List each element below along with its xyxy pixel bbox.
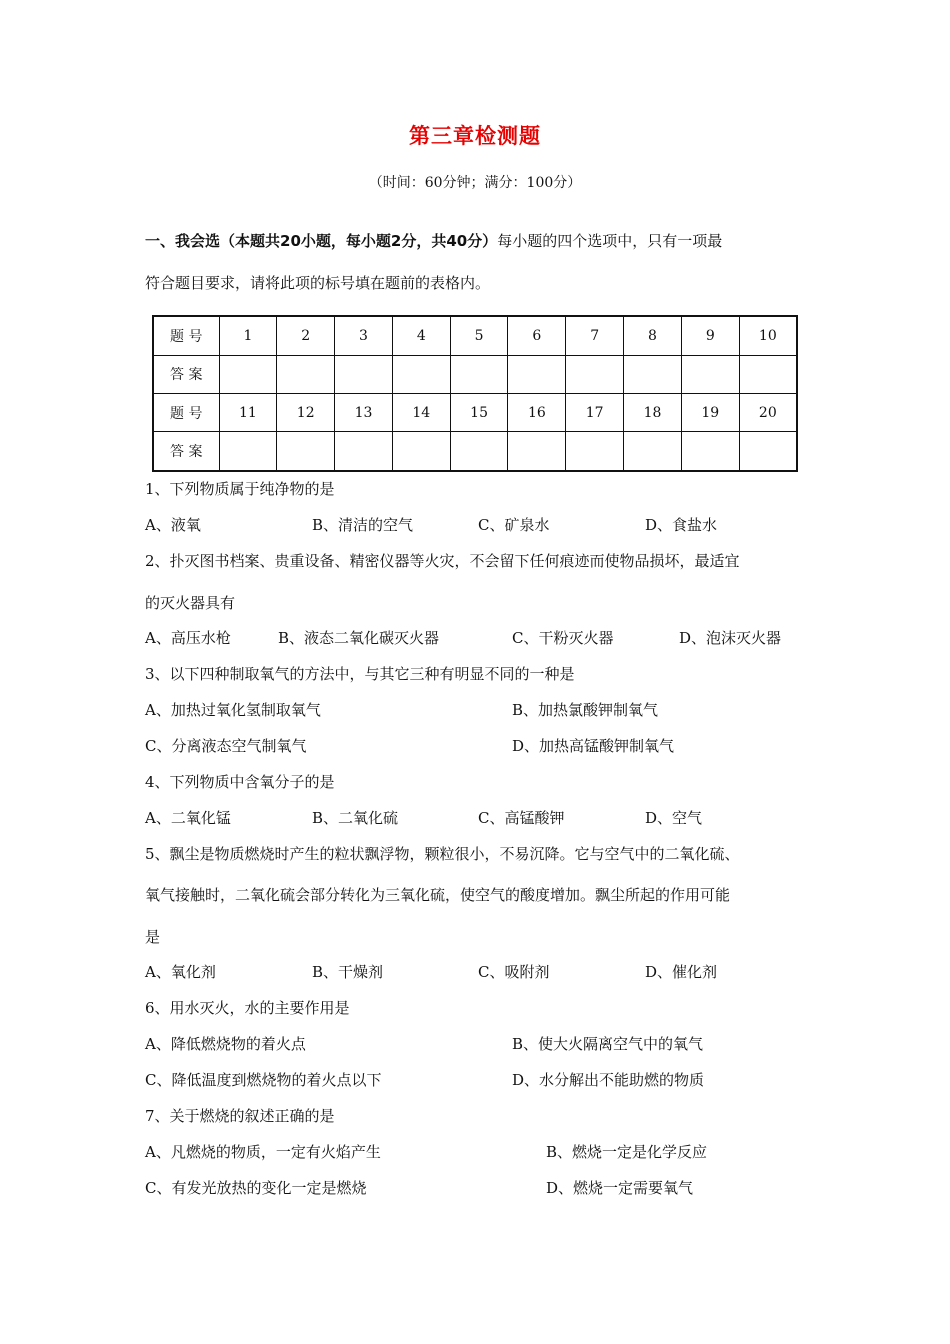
question-number-cell: 10 <box>739 316 797 355</box>
question-number-cell: 4 <box>392 316 450 355</box>
question-7-option-a: A、凡燃烧的物质，一定有火焰产生 <box>145 1143 381 1161</box>
question-7-stem: 7、关于燃烧的叙述正确的是 <box>145 1107 335 1125</box>
answer-cell[interactable] <box>624 432 682 471</box>
question-number-cell: 16 <box>508 393 566 431</box>
answer-cell[interactable] <box>335 355 393 393</box>
question-6-option-a: A、降低燃烧物的着火点 <box>145 1035 306 1053</box>
question-6-option-d: D、水分解出不能助燃的物质 <box>512 1071 705 1089</box>
question-5-stem-cont: 氧气接触时，二氧化硫会部分转化为三氧化硫，使空气的酸度增加。飘尘所起的作用可能 <box>145 886 731 904</box>
answer-cell[interactable] <box>681 432 739 471</box>
question-2-stem: 2、扑灭图书档案、贵重设备、精密仪器等火灾，不会留下任何痕迹而使物品损坏，最适宜 <box>145 552 740 570</box>
row-label-answer: 答 案 <box>153 355 219 393</box>
table-row <box>153 355 797 393</box>
question-2-option-c: C、干粉灭火器 <box>512 629 614 647</box>
question-1-option-b: B、清洁的空气 <box>312 516 414 534</box>
section1-heading-bold: 一、我会选（本题共20小题，每小题2分，共40分） <box>145 232 498 250</box>
question-7-option-c: C、有发光放热的变化一定是燃烧 <box>145 1179 367 1197</box>
question-6-stem: 6、用水灭火，水的主要作用是 <box>145 999 350 1017</box>
section1-heading-rest: 每小题的四个选项中，只有一项最 <box>497 232 723 250</box>
question-7-option-b: B、燃烧一定是化学反应 <box>546 1143 708 1161</box>
question-number-cell: 11 <box>219 393 277 431</box>
question-2-stem-cont: 的灭火器具有 <box>145 594 236 612</box>
question-number-cell: 2 <box>277 316 335 355</box>
question-4-option-d: D、空气 <box>645 809 703 827</box>
question-number-cell: 17 <box>566 393 624 431</box>
answer-cell[interactable] <box>335 432 393 471</box>
question-4-option-b: B、二氧化硫 <box>312 809 399 827</box>
question-5-option-d: D、催化剂 <box>645 963 718 981</box>
question-3-option-d: D、加热高锰酸钾制氧气 <box>512 737 675 755</box>
question-1-option-a: A、液氧 <box>145 516 201 534</box>
question-number-cell: 18 <box>624 393 682 431</box>
page-subtitle: （时间：60分钟；满分：100分） <box>368 175 582 191</box>
answer-cell[interactable] <box>392 355 450 393</box>
answer-cell[interactable] <box>450 355 508 393</box>
question-4-option-c: C、高锰酸钾 <box>478 809 565 827</box>
question-4-option-a: A、二氧化锰 <box>145 809 231 827</box>
question-1-option-d: D、食盐水 <box>645 516 718 534</box>
question-number-cell: 8 <box>624 316 682 355</box>
question-3-stem: 3、以下四种制取氧气的方法中，与其它三种有明显不同的一种是 <box>145 665 575 683</box>
answer-cell[interactable] <box>624 355 682 393</box>
answer-cell[interactable] <box>681 355 739 393</box>
question-number-cell: 14 <box>392 393 450 431</box>
question-2-option-a: A、高压水枪 <box>145 629 231 647</box>
question-3-option-b: B、加热氯酸钾制氧气 <box>512 701 659 719</box>
question-number-cell: 13 <box>335 393 393 431</box>
question-number-cell: 7 <box>566 316 624 355</box>
answer-cell[interactable] <box>219 355 277 393</box>
answer-cell[interactable] <box>450 432 508 471</box>
answer-cell[interactable] <box>566 432 624 471</box>
row-label-answer: 答 案 <box>153 432 219 471</box>
question-number-cell: 6 <box>508 316 566 355</box>
question-number-cell: 9 <box>681 316 739 355</box>
row-label-question-number: 题 号 <box>153 316 219 355</box>
answer-cell[interactable] <box>566 355 624 393</box>
question-number-cell: 15 <box>450 393 508 431</box>
table-row <box>153 316 797 355</box>
question-number-cell: 19 <box>681 393 739 431</box>
question-number-cell: 12 <box>277 393 335 431</box>
question-5-stem-end: 是 <box>145 928 161 946</box>
question-6-option-c: C、降低温度到燃烧物的着火点以下 <box>145 1071 382 1089</box>
question-4-stem: 4、下列物质中含氧分子的是 <box>145 773 335 791</box>
question-5-option-c: C、吸附剂 <box>478 963 550 981</box>
question-6-option-b: B、使大火隔离空气中的氧气 <box>512 1035 704 1053</box>
table-row <box>153 432 797 471</box>
question-3-option-a: A、加热过氧化氢制取氧气 <box>145 701 321 719</box>
answer-cell[interactable] <box>508 355 566 393</box>
answer-cell[interactable] <box>739 355 797 393</box>
question-number-cell: 3 <box>335 316 393 355</box>
question-number-cell: 20 <box>739 393 797 431</box>
question-5-option-a: A、氧化剂 <box>145 963 216 981</box>
question-5-option-b: B、干燥剂 <box>312 963 384 981</box>
row-label-question-number: 题 号 <box>153 393 219 431</box>
question-2-option-b: B、液态二氧化碳灭火器 <box>278 629 440 647</box>
answer-cell[interactable] <box>739 432 797 471</box>
question-3-option-c: C、分离液态空气制氧气 <box>145 737 307 755</box>
table-row <box>153 393 797 431</box>
answer-cell[interactable] <box>277 432 335 471</box>
section1-heading-line2: 符合题目要求，请将此项的标号填在题前的表格内。 <box>145 274 491 292</box>
question-7-option-d: D、燃烧一定需要氧气 <box>546 1179 694 1197</box>
question-number-cell: 5 <box>450 316 508 355</box>
answer-table <box>152 315 798 472</box>
answer-cell[interactable] <box>277 355 335 393</box>
section1-heading <box>145 230 722 251</box>
answer-cell[interactable] <box>219 432 277 471</box>
page-title: 第三章检测题 <box>409 124 541 148</box>
question-1-stem: 1、下列物质属于纯净物的是 <box>145 480 335 498</box>
answer-cell[interactable] <box>392 432 450 471</box>
question-1-option-c: C、矿泉水 <box>478 516 550 534</box>
question-2-option-d: D、泡沫灭火器 <box>679 629 782 647</box>
question-number-cell: 1 <box>219 316 277 355</box>
question-5-stem: 5、飘尘是物质燃烧时产生的粒状飘浮物，颗粒很小，不易沉降。它与空气中的二氧化硫、 <box>145 845 740 863</box>
answer-cell[interactable] <box>508 432 566 471</box>
